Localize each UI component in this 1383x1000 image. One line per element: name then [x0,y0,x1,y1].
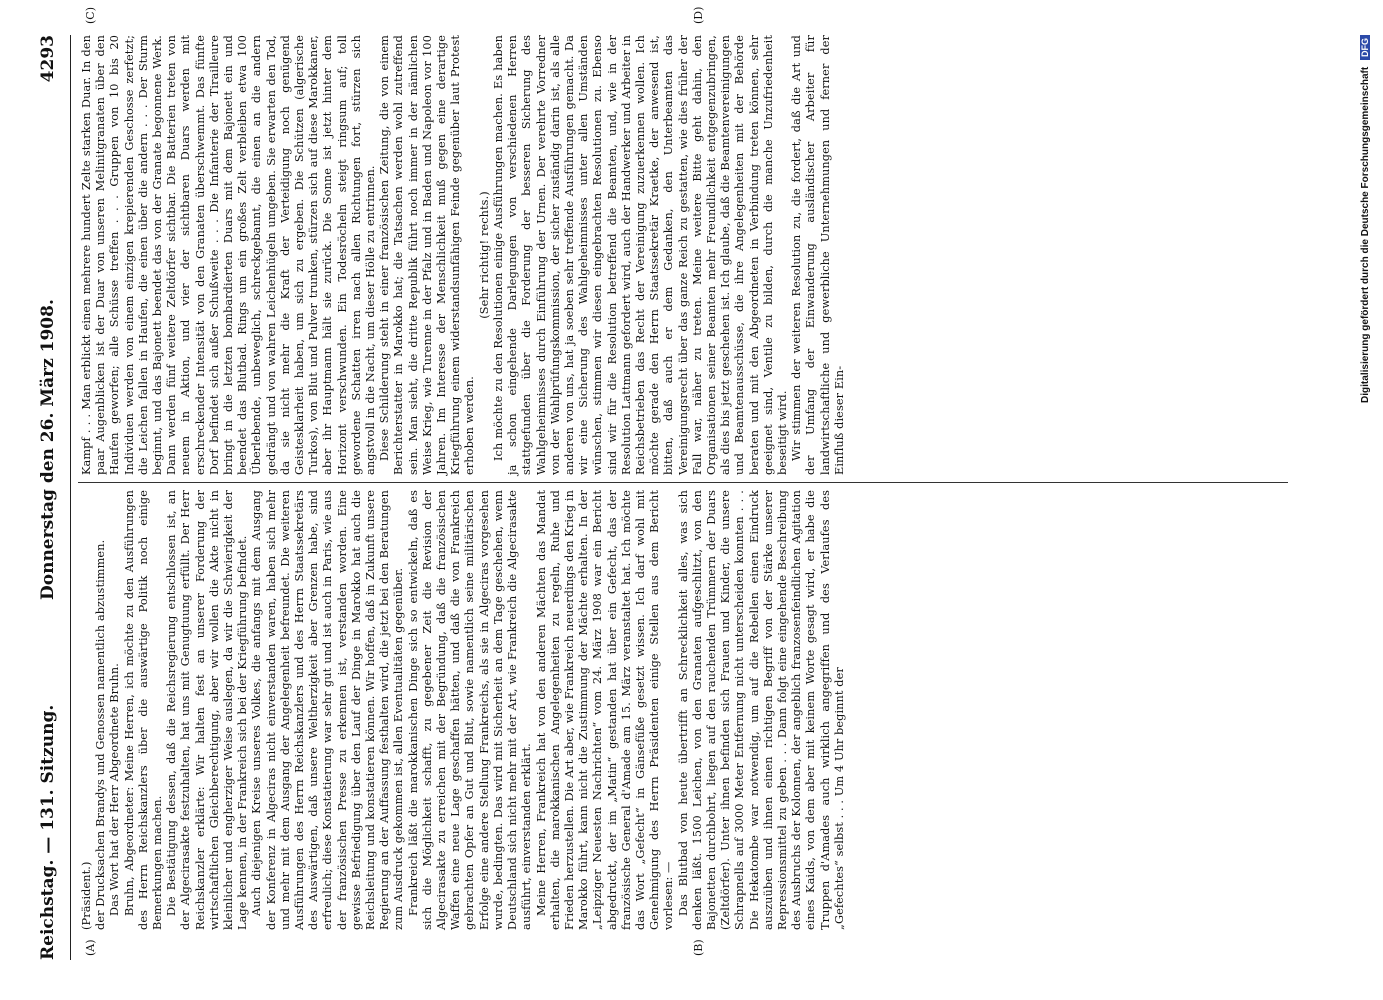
paragraph: Das Blutbad von heute übertrifft an Schrecklichkeit alles, was sich denken läßt. 1500 Leichen, von den Granaten aufgeschlitzt, von den Bajonetten durchbohrt, liegen auf den rauchenden Trümmern der Duars (Zeltdörfer). Unter ihnen befinden sich Frauen und Kinder, die unsere Schrapnells auf 3000 Meter Entfernung nicht unterscheiden konnten . . . Die Hekatombe war notwendig, um auf die Rebellen einen Eindruck auszuüben und ihnen einen richtigen Begriff von der Stärke unserer Repressionsmittel zu geben . . . Dann folgt eine eingehende Beschreibung des Ausbruchs der Kolonnen, der angeblich franzosenfeindlichen Agitation eines Kaids, von dem aber mit keinem Worte gesagt wird, er habe die Truppen d'Amades auch wirklich angegriffen und des Verlaufes des „Gefechtes“ selbst . . . Um 4 Uhr beginnt der [676,490,846,930]
page-header [38,35,68,960]
paragraph: Diese Schilderung steht in einer französischen Zeitung, die von einem Berichterstatter in Marokko hat; die Tatsachen werden wohl zutreffend sein. Man sieht, die dritte Republik führt noch immer in der nämlichen Weise Krieg, wie Turenne in der Pfalz und in Baden und Napoleon vor 100 Jahren. Im Interesse der Menschlichkeit muß gegen eine derartige Kriegführung einem widerstandsunfähigen Feinde gegenüber laut Protest erhoben werden. [378,35,477,475]
page-number: 4293 [38,35,58,83]
paragraph: Kampf . . . Man erblickt einen mehrere hundert Zelte starken Duar. In den paar Augenblicken ist der Duar von unseren Melinitgranaten über den Haufen geworfen; alle Schüsse treffen . . . Gruppen von 10 bis 20 Individuen werden von einem einzigen krepierenden Geschosse zerfetzt; die Leichen fallen in Haufen, die einen über die andern . . . Der Sturm beginnt, und das Bajonett beendet das von der Granate begonnene Werk. Dann werden fünf weitere Zeltdörfer sichtbar. Die Batterien treten von neuem in Aktion, und vier der sichtbaren Duars werden mit erschreckender Intensität von den Granaten überschwemmt. Das fünfte Dorf befindet sich außer Schußweite . . . Die Infanterie der Tirailleure bringt in die letzten bombardierten Duars mit dem Bajonett ein und beendet das Blutbad. Rings um ein großes Zelt verbleiben etwa 100 Überlebende, unbeweglich, schreckgebannt, die einen an die andern gedrängt und von wahren Leichenhügeln umgeben. Sie erwarten den Tod, da sie nicht mehr die Kraft der Verteidigung noch genügend Geistesklarheit haben, um sich zu ergeben. Die Schützen (algerische Turkos), von Blut und Pulver trunken, stürzen sich auf diese Marokkaner, aber ihr Hauptmann hält sie zurück. Die Sonne ist jetzt hinter dem Horizont verschwunden. Ein Todesröcheln steigt ringsum auf; toll gewordene Schatten irren nach allen Richtungen fort, stürzen sich angstvoll in die Nacht, um dieser Hölle zu entrinnen. [80,35,378,475]
paragraph: (Sehr richtig! rechts.) [477,191,491,319]
paragraph: (Präsident.) [80,861,93,930]
paragraph: Wir stimmen der weiteren Resolution zu, die fordert, daß die Art und der Umfang der Einwanderung ausländischer Arbeiter für landwirtschaftliche und gewerbliche Unternehmungen und ferner der Einfluß dieser Ein- [790,35,846,475]
credit-text: Digitalisierung gefördert durch die Deutsche Forschungsgemeinschaft [1360,66,1371,403]
dfg-logo: DFG [1360,35,1370,60]
paragraph: der Drucksachen Brandys und Genossen namentlich abzustimmen. [94,539,108,930]
column-divider [78,482,1288,483]
paragraph: Frankreich läßt die marokkanischen Dinge sich so entwickeln, daß es sich die Möglichkeit schafft, zu gegebener Zeit die Revision der Algecirasakte zu erreichen mit der Begründung, daß die französischen Waffen eine neue Lage geschaffen hätten, und daß die von Frankreich gebrachten Opfer an Gut und Blut, sowie namentlich seine militärischen Erfolge eine andere Stellung Frankreichs, als sie in Algeciras vorgesehen wurde, bedingten. Das wird mit Sicherheit an dem Tage geschehen, wenn Deutschland sich nicht mehr mit der Art, wie Frankreich die Algecirasakte ausführt, einverstanden erklärt. [406,490,534,930]
paragraph: Ich möchte zu den Resolutionen einige Ausführungen machen. Es haben ja schon eingehende Darlegungen von verschiedenen Herren stattgefunden über die Forderung der besseren Sicherung des Wahlgeheimnisses durch Einführung der Urnen. Der verehrte Vorredner von der Wahlprüfungskommission, der sicher zuständig darin ist, als alle anderen von uns, hat ja soeben sehr treffende Ausführungen gemacht. Da wir eine Sicherung des Wahlgeheimnisses unter allen Umständen wünschen, stimmen wir diesen eingebrachten Resolutionen zu. Ebenso sind wir für die Resolution betreffend die Beamten, und, wie in der Resolution Lattmann gefordert wird, auch der Handwerker und Arbeiter in Reichsbetrieben das Recht der Vereinigung zuzuerkennen wollen. Ich möchte gerade den Herrn Staatssekretär Kraetke, der anwesend ist, bitten, daß auch er dem Gedanken, den Unterbeamten das Vereinigungsrecht über das ganze Reich zu gestatten, wie dies früher der Fall war, näher zu treten. Meine weitere Bitte geht dahin, den Organisationen seiner Beamten mehr Freundlichkeit entgegenzubringen, als dies bis jetzt geschehen ist. Ich glaube, daß die Beamtenvereinigungen und Beamtenausschüsse, die ihre Angelegenheiten mit der Behörde beraten und mit den Abgeordneten in Verbindung treten können, sehr geeignet sind, Ventile zu bilden, durch die manche Unzufriedenheit beseitigt wird. [491,35,789,475]
paragraph: Das Wort hat der Herr Abgeordnete Bruhn. [108,663,122,916]
margin-marker-b: (B) [692,939,705,956]
header-date: Donnerstag den 26. März 1908. [38,299,58,600]
paragraph: Meine Herren, Frankreich hat von den anderen Mächten das Mandat erhalten, die marokkanischen Angelegenheiten zu regeln, Ruhe und Frieden herzustellen. Die Art aber, wie Frankreich neuerdings den Krieg in Marokko führt, kann nicht die Zustimmung der Mächte erhalten. In der „Leipziger Neuesten Nachrichten“ vom 24. März 1908 war ein Bericht abgedruckt, der im „Matin“ gestanden hat über ein Gefecht, das der französische General d'Amade am 15. März veranstaltet hat. Ich möchte das Wort „Gefecht“ in Gänsefüße gesetzt wissen. Ich darf wohl mit Genehmigung des Herrn Präsidenten einige Stellen aus dem Bericht vorlesen: — [534,490,676,930]
margin-marker-a: (A) [84,939,97,956]
paragraph: Bruhn, Abgeordneter: Meine Herren, ich möchte zu den Ausführungen des Herrn Reichskanzlers über die auswärtige Politik noch einige Bemerkungen machen. [122,490,165,930]
digitization-credit [1360,35,1378,960]
header-session: Reichstag. — 131. Sitzung. [38,704,58,960]
paragraph: Die Bestätigung dessen, daß die Reichsregierung entschlossen ist, an der Algecirasakte festzuhalten, hat uns mit Genugtuung erfüllt. Der Herr Reichskanzler erklärte: Wir halten fest an unserer Forderung der wirtschaftlichen Gleichberechtigung, aber wir wollen die Akte nicht in kleinlicher und engherziger Weise auslegen, da wir die Schwierigkeit der Lage kennen, in der Frankreich sich bei der Kriegführung befindet. [165,490,250,930]
paragraph: Auch diejenigen Kreise unseres Volkes, die anfangs mit dem Ausgang der Konferenz in Algeciras nicht einverstanden waren, haben sich mehr und mehr mit dem Ausgang der Angelegenheit befreundet. Die weiteren Ausführungen des Herrn Reichskanzlers und des Herrn Staatssekretärs des Auswärtigen, daß unsere Weltherzigkeit aber Grenzen habe, sind erfreulich; diese Konstatierung war sehr gut und ist auch in Paris, wie aus der französischen Presse zu erkennen ist, verstanden worden. Eine gewisse Befriedigung über den Lauf der Dinge in Marokko hat auch die Reichsleitung und konstatieren können. Wir hoffen, daß in Zukunft unsere Regierung an der Auffassung festhalten wird, die jetzt bei den Beratungen zum Ausdruck gekommen ist, allen Eventualitäten gegenüber. [250,490,406,930]
header-rule [70,35,71,960]
margin-marker-c: (C) [84,7,97,24]
margin-marker-d: (D) [692,6,705,24]
right-text-column [80,35,847,475]
left-text-column [80,490,847,930]
